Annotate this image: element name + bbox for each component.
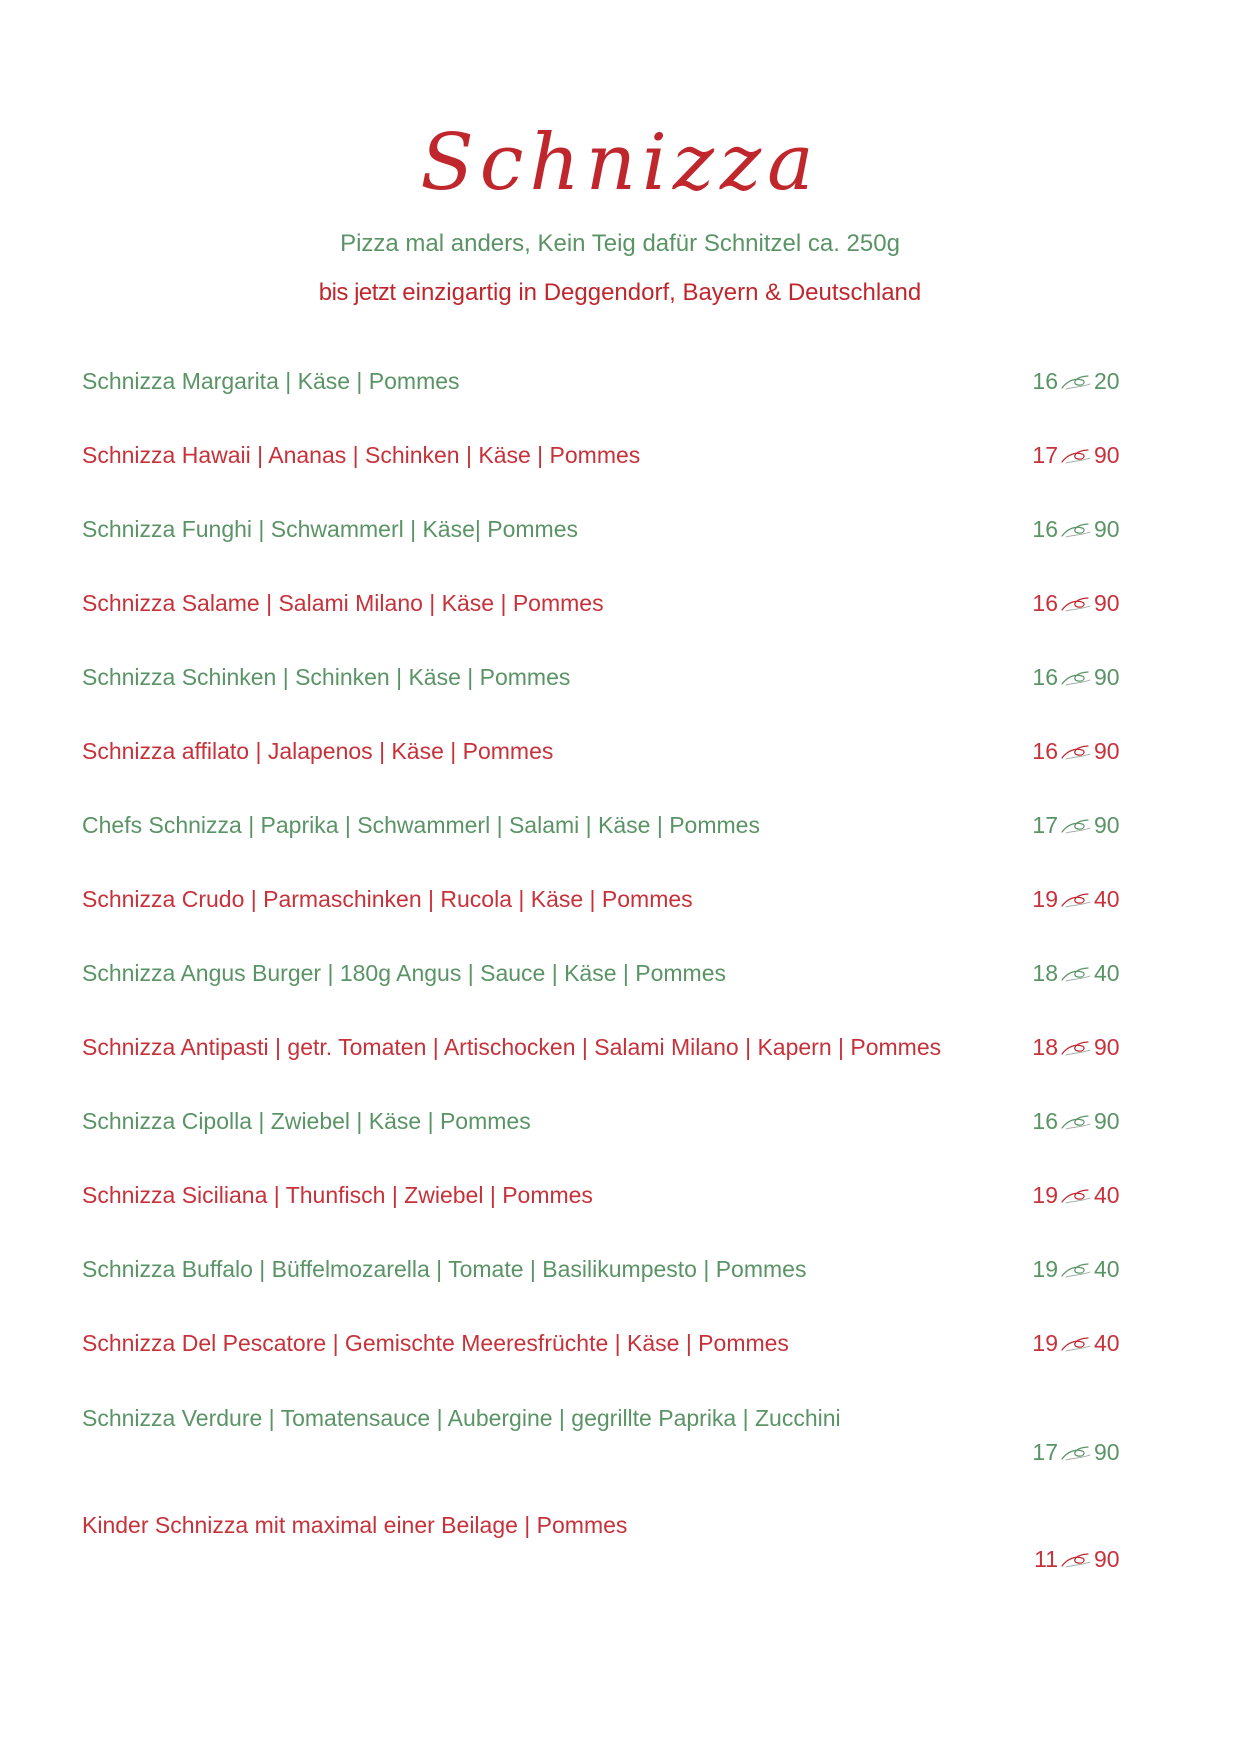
price-separator-icon	[1058, 741, 1094, 761]
menu-item-price	[1030, 1330, 1142, 1357]
menu-item	[82, 1405, 1142, 1465]
price-separator-icon	[1058, 1111, 1094, 1131]
menu-item-name: Schnizza Del Pescatore | Gemischte Meeresfrüchte | Käse | Pommes	[82, 1330, 789, 1356]
price-separator-icon	[1058, 445, 1094, 465]
price-euros: 18	[1032, 1034, 1058, 1060]
menu-item-price	[1030, 442, 1142, 469]
price-cents: 90	[1094, 516, 1120, 542]
price-euros: 16	[1032, 1108, 1058, 1134]
menu-item-price	[1030, 1034, 1142, 1061]
price-cents: 90	[1094, 590, 1120, 616]
menu-item-name: Schnizza Hawaii | Ananas | Schinken | Käse | Pommes	[82, 442, 641, 468]
price-cents: 40	[1094, 960, 1120, 986]
menu-item-name: Schnizza Crudo | Parmaschinken | Rucola | Käse | Pommes	[82, 886, 693, 912]
menu-item-price	[1030, 1108, 1142, 1135]
tagline-text: einzigartig in Deggendorf, Bayern & Deutschland	[395, 279, 922, 306]
menu-item	[82, 738, 1142, 772]
menu-item-name: Schnizza Angus Burger | 180g Angus | Sauce | Käse | Pommes	[82, 960, 726, 986]
price-cents: 90	[1094, 664, 1120, 690]
menu-item	[82, 590, 1142, 624]
menu-item-price	[1030, 1182, 1142, 1209]
price-euros: 19	[1032, 1330, 1058, 1356]
menu-item	[82, 368, 1142, 402]
menu-item-name: Schnizza Buffalo | Büffelmozarella | Tomate | Basilikumpesto | Pommes	[82, 1256, 807, 1282]
menu-item-name: Schnizza Verdure | Tomatensauce | Aubergine | gegrillte Paprika | Zucchini	[82, 1405, 841, 1431]
menu-item-name: Schnizza Schinken | Schinken | Käse | Pommes	[82, 664, 571, 690]
menu-item-price	[1030, 590, 1142, 617]
price-cents: 90	[1094, 1034, 1120, 1060]
menu-item-price	[1030, 886, 1142, 913]
price-euros: 17	[1032, 442, 1058, 468]
menu-item-name: Schnizza Siciliana | Thunfisch | Zwiebel | Pommes	[82, 1182, 593, 1208]
menu-item	[82, 886, 1142, 920]
price-euros: 17	[1032, 812, 1058, 838]
price-cents: 90	[1094, 442, 1120, 468]
price-euros: 16	[1032, 368, 1058, 394]
price-separator-icon	[1058, 1333, 1094, 1353]
price-euros: 18	[1032, 960, 1058, 986]
price-euros: 16	[1032, 590, 1058, 616]
price-cents: 90	[1094, 1108, 1120, 1134]
price-euros: 16	[1032, 664, 1058, 690]
menu-item-price	[1030, 1546, 1142, 1573]
menu-item	[82, 1182, 1142, 1216]
price-euros: 19	[1032, 1256, 1058, 1282]
price-cents: 40	[1094, 1256, 1120, 1282]
price-separator-icon	[1058, 519, 1094, 539]
menu-subtitle: Pizza mal anders, Kein Teig dafür Schnitzel ca. 250g	[340, 230, 900, 257]
menu-item-price	[1030, 516, 1142, 543]
menu-item	[82, 1512, 1142, 1572]
menu-item-name: Schnizza Funghi | Schwammerl | Käse| Pommes	[82, 516, 578, 542]
price-euros: 16	[1032, 738, 1058, 764]
menu-item	[82, 960, 1142, 994]
menu-item-price	[1030, 738, 1142, 765]
price-euros: 19	[1032, 1182, 1058, 1208]
menu-item	[82, 664, 1142, 698]
price-separator-icon	[1058, 963, 1094, 983]
tagline-highlight: bis jetzt	[318, 279, 396, 306]
menu-item	[82, 516, 1142, 550]
price-cents: 40	[1094, 1330, 1120, 1356]
price-separator-icon	[1058, 1185, 1094, 1205]
menu-item	[82, 442, 1142, 476]
menu-item-name: Schnizza Cipolla | Zwiebel | Käse | Pommes	[82, 1108, 531, 1134]
menu-item-price	[1030, 1256, 1142, 1283]
menu-item-name: Schnizza Antipasti | getr. Tomaten | Artischocken | Salami Milano | Kapern | Pommes	[82, 1034, 942, 1060]
price-cents: 40	[1094, 1182, 1120, 1208]
price-euros: 19	[1032, 886, 1058, 912]
menu-item-price	[1030, 368, 1142, 395]
menu-item-name: Schnizza Salame | Salami Milano | Käse | Pommes	[82, 590, 604, 616]
menu-item-name: Schnizza Margarita | Käse | Pommes	[82, 368, 460, 394]
price-separator-icon	[1058, 1442, 1094, 1462]
price-separator-icon	[1058, 1549, 1094, 1569]
menu-item-price	[1030, 1439, 1142, 1466]
price-separator-icon	[1058, 1037, 1094, 1057]
price-separator-icon	[1058, 1259, 1094, 1279]
price-cents: 90	[1094, 1439, 1120, 1465]
menu-item-name: Chefs Schnizza | Paprika | Schwammerl | Salami | Käse | Pommes	[82, 812, 760, 838]
price-separator-icon	[1058, 889, 1094, 909]
price-separator-icon	[1058, 593, 1094, 613]
menu-item-price	[1030, 960, 1142, 987]
price-cents: 90	[1094, 1546, 1120, 1572]
price-separator-icon	[1058, 667, 1094, 687]
menu-item-name: Schnizza affilato | Jalapenos | Käse | Pommes	[82, 738, 554, 764]
menu-item	[82, 1256, 1142, 1290]
menu-item-price	[1030, 664, 1142, 691]
price-euros: 16	[1032, 516, 1058, 542]
menu-title: Schnizza	[420, 118, 820, 208]
menu-item	[82, 1330, 1142, 1364]
menu-item-name: Kinder Schnizza mit maximal einer Beilage | Pommes	[82, 1512, 628, 1538]
menu-item-price	[1030, 812, 1142, 839]
price-cents: 20	[1094, 368, 1120, 394]
price-cents: 40	[1094, 886, 1120, 912]
menu-item	[82, 1034, 1142, 1068]
price-cents: 90	[1094, 738, 1120, 764]
menu-item	[82, 1108, 1142, 1142]
price-cents: 90	[1094, 812, 1120, 838]
price-separator-icon	[1058, 371, 1094, 391]
price-separator-icon	[1058, 815, 1094, 835]
price-euros: 11	[1034, 1546, 1058, 1572]
price-euros: 17	[1032, 1439, 1058, 1465]
menu-item	[82, 812, 1142, 846]
